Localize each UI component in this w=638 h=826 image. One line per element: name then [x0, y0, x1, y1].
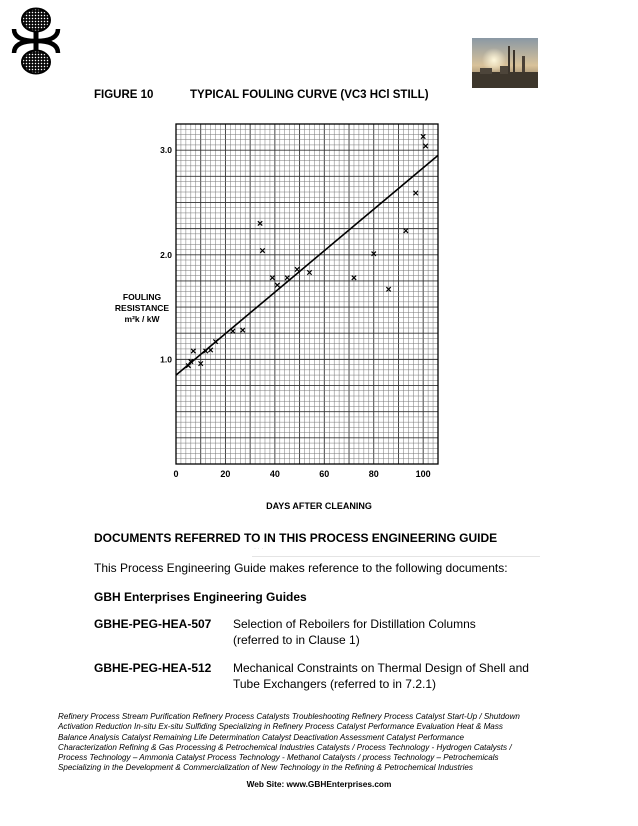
y-axis-label-line: FOULING: [122, 292, 162, 302]
data-point: [285, 276, 289, 280]
x-tick-label: 0: [173, 469, 179, 479]
website-link[interactable]: Web Site: www.GBHEnterprises.com: [246, 779, 392, 789]
reference-line: (referred to in Clause 1): [233, 633, 360, 647]
figure-title: TYPICAL FOULING CURVE (VC3 HCl STILL): [190, 89, 429, 101]
data-point: [414, 191, 418, 195]
data-point: [191, 349, 195, 353]
x-tick-label: 100: [415, 469, 431, 479]
reference-description: [233, 616, 476, 648]
engineering-guides-title: GBH Enterprises Engineering Guides: [94, 590, 307, 604]
y-axis-label-line: m²k / kW: [124, 314, 160, 324]
gbh-enterprises-logo-icon: [10, 5, 62, 77]
footer-line: Activation Reduction In-situ Ex-situ Sulfiding Specializing in Refinery Process Catalyst Performance Evaluation Heat & Mass: [58, 722, 503, 732]
x-axis-label: DAYS AFTER CLEANING: [266, 501, 372, 511]
footer-line: Refinery Process Stream Purification Refinery Process Catalysts Troubleshooting Refinery Process Catalyst Start-Up / Shutdown: [58, 712, 520, 721]
data-point: [270, 276, 274, 280]
reference-line: Tube Exchangers (referred to in 7.2.1): [233, 677, 436, 691]
y-tick-label: 1.0: [160, 354, 172, 365]
footer-line: Balance Analysis Catalyst Remaining Life Determination Catalyst Deactivation Assessment Catalyst Performance: [58, 732, 465, 742]
figure-label: FIGURE 10: [94, 89, 154, 101]
y-tick-label: 3.0: [160, 145, 172, 156]
data-point: [275, 283, 279, 287]
reference-code: GBHE-PEG-HEA-507: [94, 617, 212, 631]
reference-description: [233, 660, 529, 692]
footer-keywords: [58, 712, 578, 774]
x-tick-label: 20: [220, 469, 231, 479]
y-axis-label-line: RESISTANCE: [114, 303, 170, 313]
reference-line: Mechanical Constraints on Thermal Design of Shell and: [233, 661, 529, 675]
y-tick-label: 2.0: [160, 249, 172, 260]
data-point: [295, 267, 299, 271]
refinery-sunset-photo-icon: [472, 38, 538, 88]
faint-divider: [252, 556, 540, 557]
footer-line: Specializing in the Development & Commercialization of New Technology in the Refining & Petrochemical Industries: [58, 763, 473, 773]
x-tick-label: 40: [269, 469, 280, 479]
data-point: [423, 144, 427, 148]
documents-heading: DOCUMENTS REFERRED TO IN THIS PROCESS ENGINEERING GUIDE: [94, 531, 498, 545]
data-point: [241, 328, 245, 332]
data-point: [231, 329, 235, 333]
x-tick-label: 60: [319, 469, 330, 479]
faint-watermark-text: · · ·: [254, 546, 264, 552]
reference-code: GBHE-PEG-HEA-512: [94, 661, 212, 675]
reference-line: Selection of Reboilers for Distillation Columns: [233, 617, 476, 631]
documents-intro: This Process Engineering Guide makes reference to the following documents:: [94, 561, 508, 575]
footer-line: Process Technology – Ammonia Catalyst Process Technology - Methanol Catalysts / process Technology – Petrochemicals: [58, 753, 499, 763]
data-point: [404, 229, 408, 233]
x-tick-label: 80: [368, 469, 379, 479]
fouling-curve-chart: [108, 118, 454, 518]
data-point: [260, 248, 264, 252]
footer-line: Characterization Refining & Gas Processing & Petrochemical Industries Catalysts / Process Technology - Hydrogen Catalysts /: [58, 742, 512, 752]
